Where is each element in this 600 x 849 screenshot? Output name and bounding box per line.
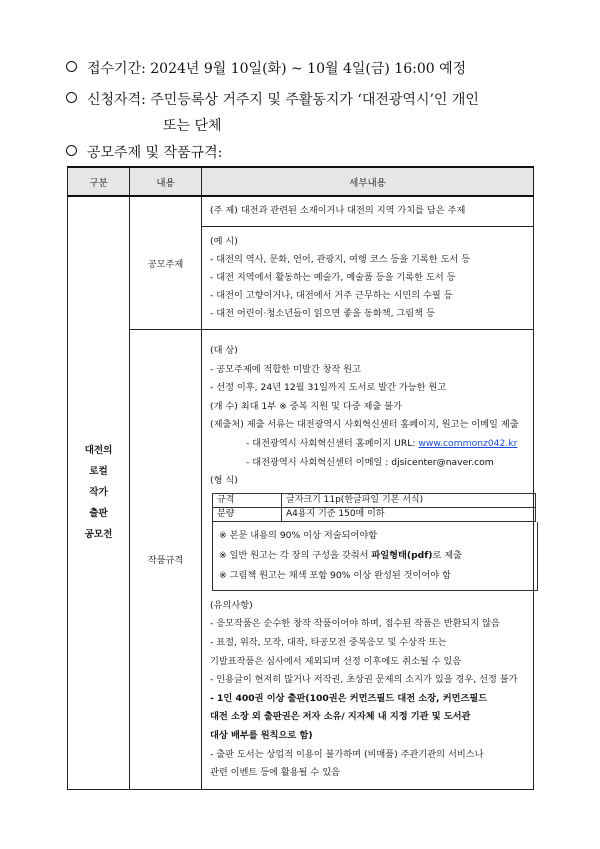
homepage-label: - 대전광역시 사회혁신센터 홈페이지 URL: xyxy=(246,437,419,449)
spec-note-text: 로 제출 xyxy=(432,549,463,561)
category-cell xyxy=(68,196,130,789)
spec-notes xyxy=(212,522,538,591)
homepage-line xyxy=(210,435,525,454)
caution-item: 관련 이벤트 등에 활용될 수 있음 xyxy=(210,767,340,779)
spec-table xyxy=(212,493,536,522)
spec-block xyxy=(202,330,533,789)
homepage-link[interactable]: www.commonz042.kr xyxy=(418,437,518,449)
count-line: (개 수) 최대 1부 ※ 중복 지원 및 다중 제출 불가 xyxy=(210,400,402,412)
table-row-spec xyxy=(68,330,534,790)
caution-item: - 출판 도서는 상업적 이용이 불가하며 (비매품) 주관기관의 서비스나 xyxy=(210,748,484,760)
header-content: 내용 xyxy=(130,167,202,196)
category-line: 대전의 xyxy=(84,445,113,457)
caution-item-bold: - 1인 400권 이상 출판(100권은 커먼즈필드 대전 소장, 커먼즈필드 xyxy=(210,692,488,704)
theme-label: 공모주제 xyxy=(147,259,184,270)
spec-note: ※ 본문 내용의 90% 이상 저술되어야함 xyxy=(219,529,378,541)
theme-label-cell xyxy=(130,196,202,330)
spec-key: 분량 xyxy=(213,507,282,521)
spec-label-cell xyxy=(130,330,202,790)
caution-title: (유의사항) xyxy=(210,599,253,611)
spec-note: ※ 그림책 원고는 채색 포함 90% 이상 완성된 것이어야 함 xyxy=(219,569,451,581)
reception-period-text: 접수기간: 2024년 9월 10일(화) ~ 10월 4일(금) 16:00 예정 xyxy=(87,61,467,77)
spec-row xyxy=(213,507,536,521)
examples-block xyxy=(202,227,533,329)
theme-detail-cell xyxy=(202,196,534,330)
email-line: - 대전광역시 사회혁신센터 이메일 : djsicenter@naver.com xyxy=(246,456,494,468)
spec-label: 작품규격 xyxy=(147,555,184,567)
eligibility-continued: 또는 단체 xyxy=(163,118,222,134)
caution-item: 기발표작품은 심사에서 제외되며 선정 이후에도 취소될 수 있음 xyxy=(210,655,462,667)
caution-item-bold: 대전 소장 외 출판권은 저자 소유/ 지자체 내 지정 기관 및 도서관 xyxy=(210,711,471,723)
spec-value: 글자크기 11p(한글파일 기본 서식) xyxy=(282,493,536,507)
category-line: 로컬 xyxy=(89,466,108,478)
category-line: 공모전 xyxy=(84,529,113,541)
caution-item: - 응모작품은 순수한 창작 작품이어야 하며, 접수된 작품은 반환되지 않음 xyxy=(210,618,500,630)
example-item: - 대전의 역사, 문화, 언어, 관광지, 여행 코스 등을 기록한 도서 등 xyxy=(210,254,471,265)
caution-item-bold: 대상 배부를 원칙으로 함) xyxy=(210,729,313,741)
contest-table xyxy=(67,166,534,790)
table-header-row xyxy=(68,167,534,196)
spec-key: 규격 xyxy=(213,493,282,507)
target-item: - 공모주제에 적합한 미발간 창작 원고 xyxy=(210,363,362,375)
theme-and-spec-text: 공모주제 및 작품규격: xyxy=(87,145,223,161)
category-line: 작가 xyxy=(89,487,108,499)
eligibility-text: 신청자격: 주민등록상 거주지 및 주활동지가 ‘대전광역시’인 개인 xyxy=(87,92,479,108)
header-category: 구분 xyxy=(68,167,130,196)
eligibility xyxy=(66,89,479,109)
theme-and-spec xyxy=(66,142,222,162)
examples-title: (예 시) xyxy=(210,236,238,247)
target-item: - 선정 이후, 24년 12월 31일까지 도서로 발간 가능한 원고 xyxy=(210,382,447,394)
reception-period xyxy=(66,58,466,78)
category-line: 출판 xyxy=(89,508,108,520)
spec-note xyxy=(219,546,537,566)
submit-line: (제출처) 제출 서류는 대전광역시 사회혁신센터 홈페이지, 원고는 이메일 제출 xyxy=(210,419,519,431)
spec-note-bold: 파일형태(pdf) xyxy=(371,549,433,561)
target-title: (대 상) xyxy=(210,345,238,356)
caution-item: - 인용글이 현저히 많거나 저작권, 초상권 문제의 소지가 있을 경우, 선정 불가 xyxy=(210,674,518,686)
format-title: (형 식) xyxy=(210,475,238,487)
spec-value: A4용지 기준 150매 이하 xyxy=(282,507,536,521)
theme-line xyxy=(202,197,533,227)
caution-item: - 표절, 위작, 모작, 대작, 타공모전 중복응모 및 수상작 또는 xyxy=(210,636,447,648)
circle-bullet-icon xyxy=(66,92,77,103)
circle-bullet-icon xyxy=(66,145,77,156)
example-item: - 대전이 고향이거나, 대전에서 거주 근무하는 시민의 수필 등 xyxy=(210,290,453,301)
spec-note-text: ※ 일반 원고는 각 장의 구성을 갖춰서 xyxy=(219,549,372,561)
spec-row xyxy=(213,493,536,507)
example-item: - 대전 어린이·청소년들이 읽으면 좋을 동화책, 그림책 등 xyxy=(210,308,435,319)
circle-bullet-icon xyxy=(66,61,77,72)
spec-detail-cell xyxy=(202,330,534,790)
header-details: 세부내용 xyxy=(202,167,534,196)
theme-text: (주 제) 대전과 관련된 소재이거나 대전의 지역 가치를 담은 주제 xyxy=(210,205,466,216)
example-item: - 대전 지역에서 활동하는 예술가, 예술품 등을 기록한 도서 등 xyxy=(210,272,456,283)
table-row-theme xyxy=(68,196,534,330)
